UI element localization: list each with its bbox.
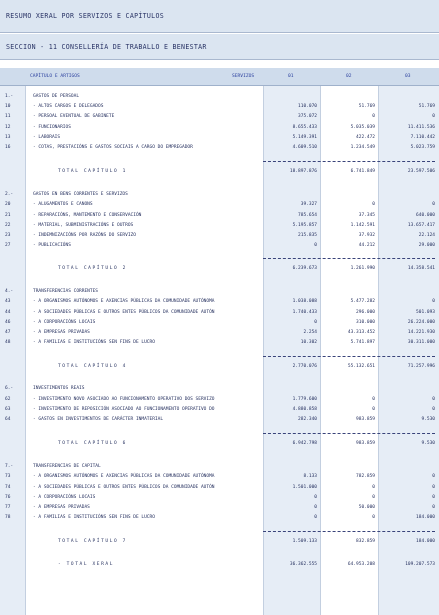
row-value-service-02: 51.769: [358, 104, 375, 109]
row-value-service-02: 0: [372, 202, 375, 207]
row-value-service-02: 5.477.282: [350, 299, 375, 304]
row-value-service-01: 1.779.600: [292, 397, 317, 402]
row-value-service-01: 36.362.555: [289, 562, 317, 567]
chapter-total-row: [0, 167, 439, 177]
table-row: [0, 231, 439, 241]
row-value-service-03: 5.023.759: [410, 145, 435, 150]
row-value-service-02: 0: [372, 407, 375, 412]
row-value-service-01: [263, 462, 317, 472]
row-value-service-01: 0: [314, 515, 317, 520]
table-header: [0, 68, 439, 86]
row-description: - LABORAIS: [33, 135, 61, 140]
row-value-service-02: 832.859: [356, 539, 375, 544]
chapter-total-row: [0, 439, 439, 449]
row-value-service-01: 110.070: [298, 104, 317, 109]
table-row: [0, 92, 439, 102]
row-value-service-03: 0: [432, 495, 435, 500]
row-code: 47: [5, 330, 11, 335]
row-value-service-02: 50.000: [358, 505, 375, 510]
table-row: [0, 133, 439, 143]
summary-table: [0, 68, 439, 615]
row-value-service-03: 501.093: [416, 310, 435, 315]
row-description: - PUBLICACIÓNS: [33, 243, 71, 248]
row-value-service-01: 8.655.433: [292, 125, 317, 130]
row-value-service-03: 0: [432, 114, 435, 119]
row-value-service-03: 109.207.573: [405, 562, 435, 567]
row-code: [5, 439, 25, 449]
row-description: - TOTAL XERAL: [58, 562, 115, 567]
row-description: - MATERIAL, SUBMINISTRACIÓNS E OUTROS: [33, 223, 134, 228]
row-value-service-03: 51.769: [418, 104, 435, 109]
row-description: - A SOCIEDADES PÚBLICAS E OUTROS ENTES PÚBLICOS DA COMUNIDADE AUTÓN: [33, 485, 215, 490]
row-value-service-01: 0: [314, 495, 317, 500]
subtotal-divider: [263, 433, 435, 434]
row-description: INVESTIMENTOS REAIS: [33, 386, 85, 391]
row-value-service-02: 0: [372, 485, 375, 490]
row-value-service-02: 43.313.452: [347, 330, 375, 335]
row-description: - ALTOS CARGOS E DELEGADOS: [33, 104, 104, 109]
row-value-service-03: 184.000: [416, 539, 435, 544]
row-value-service-01: 0: [314, 505, 317, 510]
header-chapters: CAPÍTULO E ARTIGOS: [30, 74, 80, 79]
row-description: TRANSFERENCIAS CORRENTES: [33, 289, 99, 294]
row-value-service-02: 55.132.651: [347, 364, 375, 369]
row-description: TRANSFERENCIAS DE CAPITAL: [33, 464, 101, 469]
row-value-service-03: [378, 462, 435, 472]
row-code: [5, 362, 25, 372]
row-code: 46: [5, 320, 11, 325]
row-value-service-02: 37.345: [358, 213, 375, 218]
row-value-service-03: 30.311.000: [407, 340, 435, 345]
row-description: - INVESTIMENTO NOVO ASOCIADO AO FUNCIONAMENTO OPERATIVO DOS SERVIZO: [33, 397, 215, 402]
row-description: - PERSOAL EVENTUAL DE GABINETE: [33, 114, 115, 119]
chapter-total-row: [0, 362, 439, 372]
row-value-service-01: 785.654: [298, 213, 317, 218]
row-code: 77: [5, 505, 11, 510]
header-services: SERVIZOS: [232, 74, 255, 79]
row-description: - A EMPRESAS PRIVADAS: [33, 505, 90, 510]
row-value-service-01: 1.501.000: [292, 485, 317, 490]
row-value-service-01: 6.942.798: [292, 441, 317, 446]
row-value-service-02: 983.859: [356, 441, 375, 446]
table-row: [0, 211, 439, 221]
row-value-service-02: 782.859: [356, 474, 375, 479]
row-value-service-03: 71.257.996: [407, 364, 435, 369]
row-value-service-03: 14.221.930: [407, 330, 435, 335]
row-value-service-02: 983.859: [356, 417, 375, 422]
row-value-service-01: [263, 287, 317, 297]
table-row: [0, 503, 439, 513]
row-code: 6.-: [5, 386, 14, 391]
table-row: [0, 102, 439, 112]
table-row: [0, 513, 439, 523]
row-value-service-01: 4.880.858: [292, 407, 317, 412]
row-value-service-02: [320, 384, 375, 394]
table-row: [0, 190, 439, 200]
table-row: [0, 483, 439, 493]
table-row: [0, 328, 439, 338]
table-row: [0, 287, 439, 297]
row-description: TOTAL CAPÍTULO 1: [58, 169, 127, 174]
row-value-service-02: 37.932: [358, 233, 375, 238]
row-code: [5, 537, 25, 547]
row-value-service-03: 9.530: [421, 417, 435, 422]
subtotal-divider: [263, 356, 435, 357]
row-value-service-02: [320, 462, 375, 472]
row-value-service-02: 0: [372, 495, 375, 500]
row-value-service-03: 26.224.000: [407, 320, 435, 325]
row-value-service-03: 0: [432, 299, 435, 304]
header-service-02: 02: [346, 74, 352, 79]
row-code: 11: [5, 114, 11, 119]
row-description: - ALUGAMENTOS E CANONS: [33, 202, 93, 207]
table-row: [0, 221, 439, 231]
row-description: - INVESTIMENTO DE REPOSICIÓN ASOCIADO AO FUNCIONAMENTO OPERATIVO DO: [33, 407, 215, 412]
row-value-service-03: 14.358.541: [407, 266, 435, 271]
row-value-service-03: [378, 384, 435, 394]
row-description: GASTOS EN BENS CORRENTES E SERVIZOS: [33, 192, 128, 197]
row-description: TOTAL CAPÍTULO 7: [58, 539, 127, 544]
subtotal-divider: [263, 531, 435, 532]
row-value-service-01: 1.509.133: [292, 539, 317, 544]
row-value-service-03: [378, 92, 435, 102]
row-value-service-01: 0: [314, 320, 317, 325]
row-value-service-01: [263, 190, 317, 200]
row-description: - A FAMILIAS E INSTITUCIÓNS SEN FINS DE LUCRO: [33, 340, 155, 345]
row-value-service-03: 0: [432, 474, 435, 479]
table-row: [0, 493, 439, 503]
row-value-service-03: [378, 190, 435, 200]
row-description: TOTAL CAPÍTULO 2: [58, 266, 127, 271]
row-code: 62: [5, 397, 11, 402]
row-value-service-01: 39.327: [300, 202, 317, 207]
row-description: - A SOCIEDADES PÚBLICAS E OUTROS ENTES PÚBLICOS DA COMUNIDADE AUTÓN: [33, 310, 215, 315]
row-description: - A FAMILIAS E INSTITUCIÓNS SEN FINS DE LUCRO: [33, 515, 155, 520]
row-value-service-03: 0: [432, 485, 435, 490]
row-value-service-01: 2.254: [303, 330, 317, 335]
row-description: - A CORPORACIÓNS LOCAIS: [33, 320, 96, 325]
row-code: [5, 264, 25, 274]
row-value-service-02: 44.212: [358, 243, 375, 248]
row-code: 64: [5, 417, 11, 422]
row-value-service-01: 375.072: [298, 114, 317, 119]
grand-total-row: [0, 560, 439, 570]
row-value-service-03: 9.530: [421, 441, 435, 446]
row-value-service-01: 1.038.088: [292, 299, 317, 304]
row-value-service-02: [320, 92, 375, 102]
row-value-service-02: 64.953.208: [347, 562, 375, 567]
row-code: 20: [5, 202, 11, 207]
row-code: 48: [5, 340, 11, 345]
row-value-service-03: 7.110.442: [410, 135, 435, 140]
subtotal-divider: [263, 161, 435, 162]
row-value-service-03: 23.597.506: [407, 169, 435, 174]
table-row: [0, 472, 439, 482]
row-value-service-02: 0: [372, 114, 375, 119]
row-description: - A ORGANISMOS AUTÓNOMOS E AXENCIAS PÚBLICAS DA COMUNIDADE AUTÓNOMA: [33, 299, 215, 304]
row-value-service-01: [263, 384, 317, 394]
row-value-service-02: 5.741.897: [350, 340, 375, 345]
row-description: - REPARACIÓNS, MANTEMENTO E CONSERVACIÓN: [33, 213, 142, 218]
table-row: [0, 241, 439, 251]
row-code: 13: [5, 135, 11, 140]
row-value-service-03: 29.000: [418, 243, 435, 248]
row-code: 10: [5, 104, 11, 109]
row-value-service-01: 1.740.433: [292, 310, 317, 315]
row-code: 76: [5, 495, 11, 500]
section-title: SECCION - 11 CONSELLERÍA DE TRABALLO E BENESTAR: [0, 34, 439, 60]
row-description: GASTOS DE PERSOAL: [33, 94, 80, 99]
row-value-service-02: 5.035.039: [350, 125, 375, 130]
row-description: - COTAS, PRESTACIÓNS E GASTOS SOCIAIS A CARGO DO EMPREGADOR: [33, 145, 193, 150]
table-row: [0, 123, 439, 133]
chapter-total-row: [0, 537, 439, 547]
table-row: [0, 200, 439, 210]
row-value-service-02: [320, 287, 375, 297]
table-row: [0, 405, 439, 415]
row-value-service-03: 0: [432, 202, 435, 207]
row-description: - A CORPORACIÓNS LOCAIS: [33, 495, 96, 500]
row-value-service-01: 8.133: [303, 474, 317, 479]
row-value-service-01: 0: [314, 243, 317, 248]
row-value-service-02: 422.472: [356, 135, 375, 140]
row-code: 22: [5, 223, 11, 228]
row-code: 27: [5, 243, 11, 248]
row-description: TOTAL CAPÍTULO 4: [58, 364, 127, 369]
table-row: [0, 462, 439, 472]
row-code: 78: [5, 515, 11, 520]
table-row: [0, 395, 439, 405]
row-code: 73: [5, 474, 11, 479]
row-value-service-01: 5.195.857: [292, 223, 317, 228]
chapter-total-row: [0, 264, 439, 274]
row-code: [5, 560, 25, 570]
row-code: 7.-: [5, 464, 14, 469]
row-code: 4.-: [5, 289, 14, 294]
table-row: [0, 338, 439, 348]
row-value-service-03: 13.657.417: [407, 223, 435, 228]
row-value-service-02: 310.000: [356, 320, 375, 325]
subtotal-divider: [263, 258, 435, 259]
row-value-service-03: 0: [432, 397, 435, 402]
row-value-service-02: 1.234.549: [350, 145, 375, 150]
row-code: 44: [5, 310, 11, 315]
row-code: 12: [5, 125, 11, 130]
row-description: - A ORGANISMOS AUTÓNOMOS E AXENCIAS PÚBLICAS DA COMUNIDADE AUTÓNOMA: [33, 474, 215, 479]
table-row: [0, 112, 439, 122]
row-value-service-01: 2.770.076: [292, 364, 317, 369]
row-value-service-02: 296.000: [356, 310, 375, 315]
row-value-service-01: 6.239.673: [292, 266, 317, 271]
row-value-service-03: 0: [432, 505, 435, 510]
row-description: TOTAL CAPÍTULO 6: [58, 441, 127, 446]
row-value-service-01: 18.897.876: [289, 169, 317, 174]
header-service-01: 01: [288, 74, 294, 79]
row-code: 74: [5, 485, 11, 490]
report-title: RESUMO XERAL POR SERVIZOS E CAPÍTULOS: [0, 0, 439, 33]
row-code: 16: [5, 145, 11, 150]
row-code: [5, 167, 25, 177]
row-value-service-01: 4.609.510: [292, 145, 317, 150]
table-row: [0, 384, 439, 394]
row-code: 23: [5, 233, 11, 238]
row-value-service-02: 1.261.990: [350, 266, 375, 271]
row-value-service-03: 184.000: [416, 515, 435, 520]
row-value-service-03: 22.124: [418, 233, 435, 238]
row-value-service-02: [320, 190, 375, 200]
row-code: 1.-: [5, 94, 14, 99]
row-code: 63: [5, 407, 11, 412]
header-service-03: 03: [405, 74, 411, 79]
row-value-service-03: 11.411.536: [407, 125, 435, 130]
row-value-service-03: 0: [432, 407, 435, 412]
row-description: - INDEMNIZACIÓNS POR RAZÓNS DO SERVIZO: [33, 233, 136, 238]
table-row: [0, 297, 439, 307]
row-value-service-03: 640.000: [416, 213, 435, 218]
row-code: 43: [5, 299, 11, 304]
table-row: [0, 143, 439, 153]
row-value-service-01: 5.149.391: [292, 135, 317, 140]
row-value-service-01: 215.835: [298, 233, 317, 238]
row-code: 21: [5, 213, 11, 218]
row-value-service-01: [263, 92, 317, 102]
row-value-service-03: [378, 287, 435, 297]
row-value-service-02: 0: [372, 515, 375, 520]
table-row: [0, 308, 439, 318]
row-value-service-02: 6.741.849: [350, 169, 375, 174]
row-description: - FUNCIONARIOS: [33, 125, 71, 130]
row-code: 2.-: [5, 192, 14, 197]
table-row: [0, 415, 439, 425]
row-description: - GASTOS EN INVESTIMENTOS DE CARÁCTER INMATERIAL: [33, 417, 164, 422]
row-value-service-02: 1.142.591: [350, 223, 375, 228]
table-row: [0, 318, 439, 328]
row-description: - A EMPRESAS PRIVADAS: [33, 330, 90, 335]
row-value-service-02: 0: [372, 397, 375, 402]
row-value-service-01: 10.302: [300, 340, 317, 345]
row-value-service-01: 282.340: [298, 417, 317, 422]
